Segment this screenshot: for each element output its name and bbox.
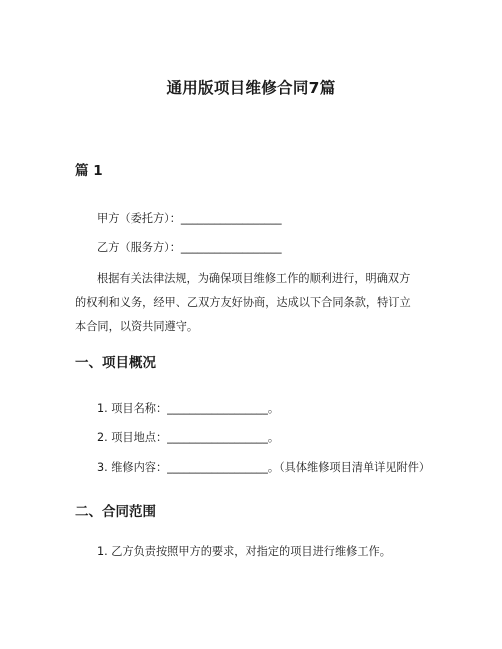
section-2-heading: 二、合同范围	[75, 504, 156, 520]
preamble-line-2: 的权利和义务，经甲、乙双方友好协商，达成以下合同条款，特订立	[75, 296, 411, 309]
section-1-item-3: 3. 维修内容：__________________。（具体维修项目清单详见附件）	[97, 461, 431, 474]
section-1-item-2: 2. 项目地点：__________________。	[97, 431, 280, 444]
part-heading: 篇 1	[75, 163, 103, 179]
party-a-line: 甲方（委托方）：__________________	[97, 212, 282, 225]
section-2-item-1: 1. 乙方负责按照甲方的要求，对指定的项目进行维修工作。	[97, 545, 391, 558]
party-b-line: 乙方（服务方）：__________________	[97, 241, 282, 254]
preamble-line-1: 根据有关法律法规，为确保项目维修工作的顺利进行，明确双方	[97, 272, 411, 285]
section-1-item-1: 1. 项目名称：__________________。	[97, 402, 280, 415]
document-title: 通用版项目维修合同7篇	[166, 79, 336, 97]
preamble-line-3: 本合同，以资共同遵守。	[75, 320, 199, 333]
section-1-heading: 一、项目概况	[75, 355, 156, 371]
